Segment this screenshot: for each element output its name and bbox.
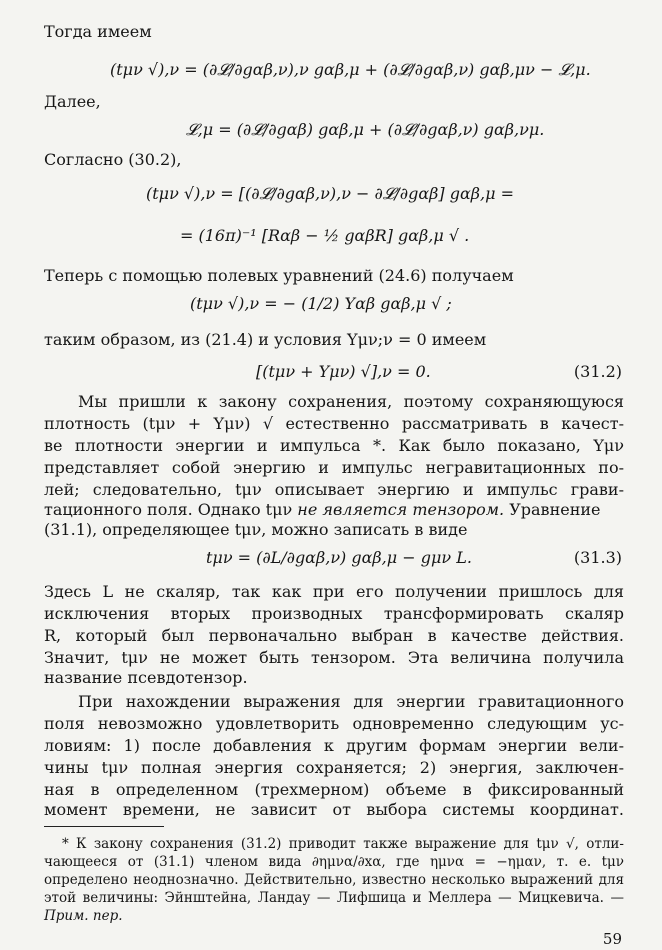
text-line: Мы пришли к закону сохранения, поэтому сохраняющуюся <box>78 392 624 411</box>
footnote-divider <box>44 826 164 827</box>
footnote-line: этой величины: Эйнштейна, Ландау — Лифшица и Меллера — Мицкевича. — <box>44 890 624 906</box>
text-line: лей; следовательно, tμν описывает энергию и импульс грави- <box>44 480 624 499</box>
emphasis: не является тензором. <box>297 500 505 519</box>
equation: (tμν √),ν = − (1/2) Yαβ gαβ,μ √ ; <box>190 294 452 313</box>
equation-number: (31.2) <box>573 362 622 381</box>
text-line: Согласно (30.2), <box>44 150 182 169</box>
text-line: Здесь L не скаляр, так как при его получении пришлось для <box>44 582 624 601</box>
text-line: представляет собой энергию и импульс негравитационных по- <box>44 458 624 477</box>
text-span: тационного поля. Однако tμν <box>44 500 298 519</box>
equation: 𝓛,μ = (∂𝓛/∂gαβ) gαβ,μ + (∂𝓛/∂gαβ,ν) gαβ,νμ. <box>186 120 545 139</box>
text-line: Теперь с помощью полевых уравнений (24.6) получаем <box>44 266 514 285</box>
text-line: момент времени, не зависит от выбора системы координат. <box>44 800 624 819</box>
text-line: таким образом, из (21.4) и условия Yμν;ν = 0 имеем <box>44 330 487 349</box>
text-line: (31.1), определяющее tμν, можно записать в виде <box>44 520 468 539</box>
equation: tμν = (∂L/∂gαβ,ν) gαβ,μ − gμν L. <box>206 548 472 567</box>
text-line: R, который был первоначально выбран в качестве действия. <box>44 626 624 645</box>
text-line: ловиям: 1) после добавления к другим формам энергии вели- <box>44 736 624 755</box>
text-line: исключения вторых производных трансформировать скаляр <box>44 604 624 623</box>
text-line: При нахождении выражения для энергии гравитационного <box>78 692 624 711</box>
equation: (tμν √),ν = [(∂𝓛/∂gαβ,ν),ν − ∂𝓛/∂gαβ] gαβ,μ = <box>146 184 514 203</box>
text-line: поля невозможно удовлетворить одновременно следующим ус- <box>44 714 624 733</box>
equation: [(tμν + Yμν) √],ν = 0. <box>256 362 431 381</box>
equation-number: (31.3) <box>573 548 622 567</box>
equation: (tμν √),ν = (∂𝓛/∂gαβ,ν),ν gαβ,μ + (∂𝓛/∂gαβ,ν) gαβ,μν − 𝓛,μ. <box>110 60 591 79</box>
footnote-line: чающееся от (31.1) членом вида ∂ημνα/∂xα, где ημνα = −ημαν, т. е. tμν <box>44 854 624 870</box>
text-line: название псевдотензор. <box>44 668 248 687</box>
footnote-line: определено неоднозначно. Действительно, известно несколько выражений для <box>44 872 624 888</box>
page-number: 59 <box>602 930 622 948</box>
text-line: Значит, tμν не может быть тензором. Эта величина получила <box>44 648 624 667</box>
text-line: Далее, <box>44 92 101 111</box>
text-line: ве плотности энергии и импульса *. Как было показано, Yμν <box>44 436 624 455</box>
text-line: ная в определенном (трехмерном) объеме в фиксированный <box>44 780 624 799</box>
text-span: Уравнение <box>504 500 601 519</box>
text-line: Тогда имеем <box>44 22 152 41</box>
text-line <box>44 500 624 520</box>
footnote-line: Прим. пер. <box>44 908 123 924</box>
text-line: чины tμν полная энергия сохраняется; 2) энергия, заключен- <box>44 758 624 777</box>
equation: = (16π)⁻¹ [Rαβ − ½ gαβR] gαβ,μ √ . <box>180 226 470 245</box>
text-line: плотность (tμν + Yμν) √ естественно рассматривать в качест- <box>44 414 624 433</box>
footnote-line: * К закону сохранения (31.2) приводит также выражение для tμν √, отли- <box>62 836 624 852</box>
